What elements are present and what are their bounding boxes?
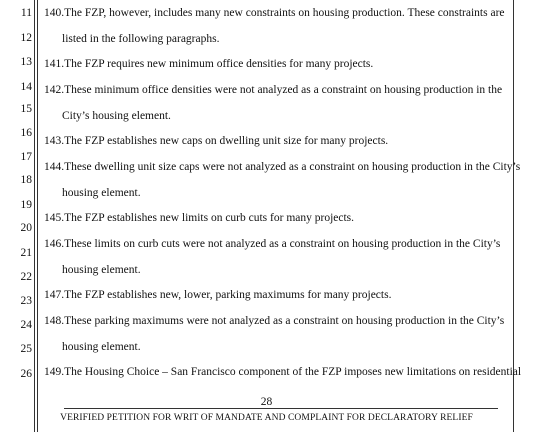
paragraph-144-line-2: housing element. <box>62 187 141 199</box>
left-margin-rule-inner <box>37 0 38 432</box>
footer-title: VERIFIED PETITION FOR WRIT OF MANDATE AND COMPLAINT FOR DECLARATORY RELIEF <box>60 413 473 423</box>
line-number: 22 <box>20 271 32 283</box>
paragraph-140-line-1: 140.The FZP, however, includes many new constraints on housing production. These constraints are <box>44 7 505 19</box>
line-number: 21 <box>20 247 32 259</box>
line-number: 25 <box>20 343 32 355</box>
left-margin-rule <box>34 0 35 432</box>
paragraph-148-line-1: 148.These parking maximums were not analyzed as a constraint on housing production in the City’s <box>44 315 505 327</box>
line-number: 20 <box>20 222 32 234</box>
line-number: 14 <box>20 81 32 93</box>
line-number: 15 <box>20 103 32 115</box>
line-number: 26 <box>20 368 32 380</box>
line-number: 16 <box>20 127 32 139</box>
paragraph-143: 143.The FZP establishes new caps on dwelling unit size for many projects. <box>44 135 389 147</box>
paragraph-140-line-2: listed in the following paragraphs. <box>62 33 220 45</box>
line-number: 11 <box>20 7 32 19</box>
paragraph-147: 147.The FZP establishes new, lower, parking maximums for many projects. <box>44 289 392 301</box>
paragraph-144-line-1: 144.These dwelling unit size caps were not analyzed as a constraint on housing production in the City’s <box>44 161 521 173</box>
footer-rule <box>64 408 498 409</box>
line-number: 12 <box>20 32 32 44</box>
paragraph-142-line-1: 142.These minimum office densities were not analyzed as a constraint on housing production in the <box>44 84 503 96</box>
line-number: 13 <box>20 56 32 68</box>
line-number: 19 <box>20 199 32 211</box>
paragraph-141: 141.The FZP requires new minimum office densities for many projects. <box>44 58 374 70</box>
paragraph-146-line-2: housing element. <box>62 264 141 276</box>
line-number: 17 <box>20 151 32 163</box>
line-number: 23 <box>20 295 32 307</box>
page-number: 28 <box>260 396 273 408</box>
paragraph-142-line-2: City’s housing element. <box>62 110 171 122</box>
paragraph-149-line-1: 149.The Housing Choice – San Francisco component of the FZP imposes new limitations on residential <box>44 366 522 378</box>
line-number: 24 <box>20 319 32 331</box>
paragraph-148-line-2: housing element. <box>62 341 141 353</box>
line-number: 18 <box>20 174 32 186</box>
paragraph-145: 145.The FZP establishes new limits on curb cuts for many projects. <box>44 212 355 224</box>
paragraph-146-line-1: 146.These limits on curb cuts were not analyzed as a constraint on housing production in the City’s <box>44 238 501 250</box>
